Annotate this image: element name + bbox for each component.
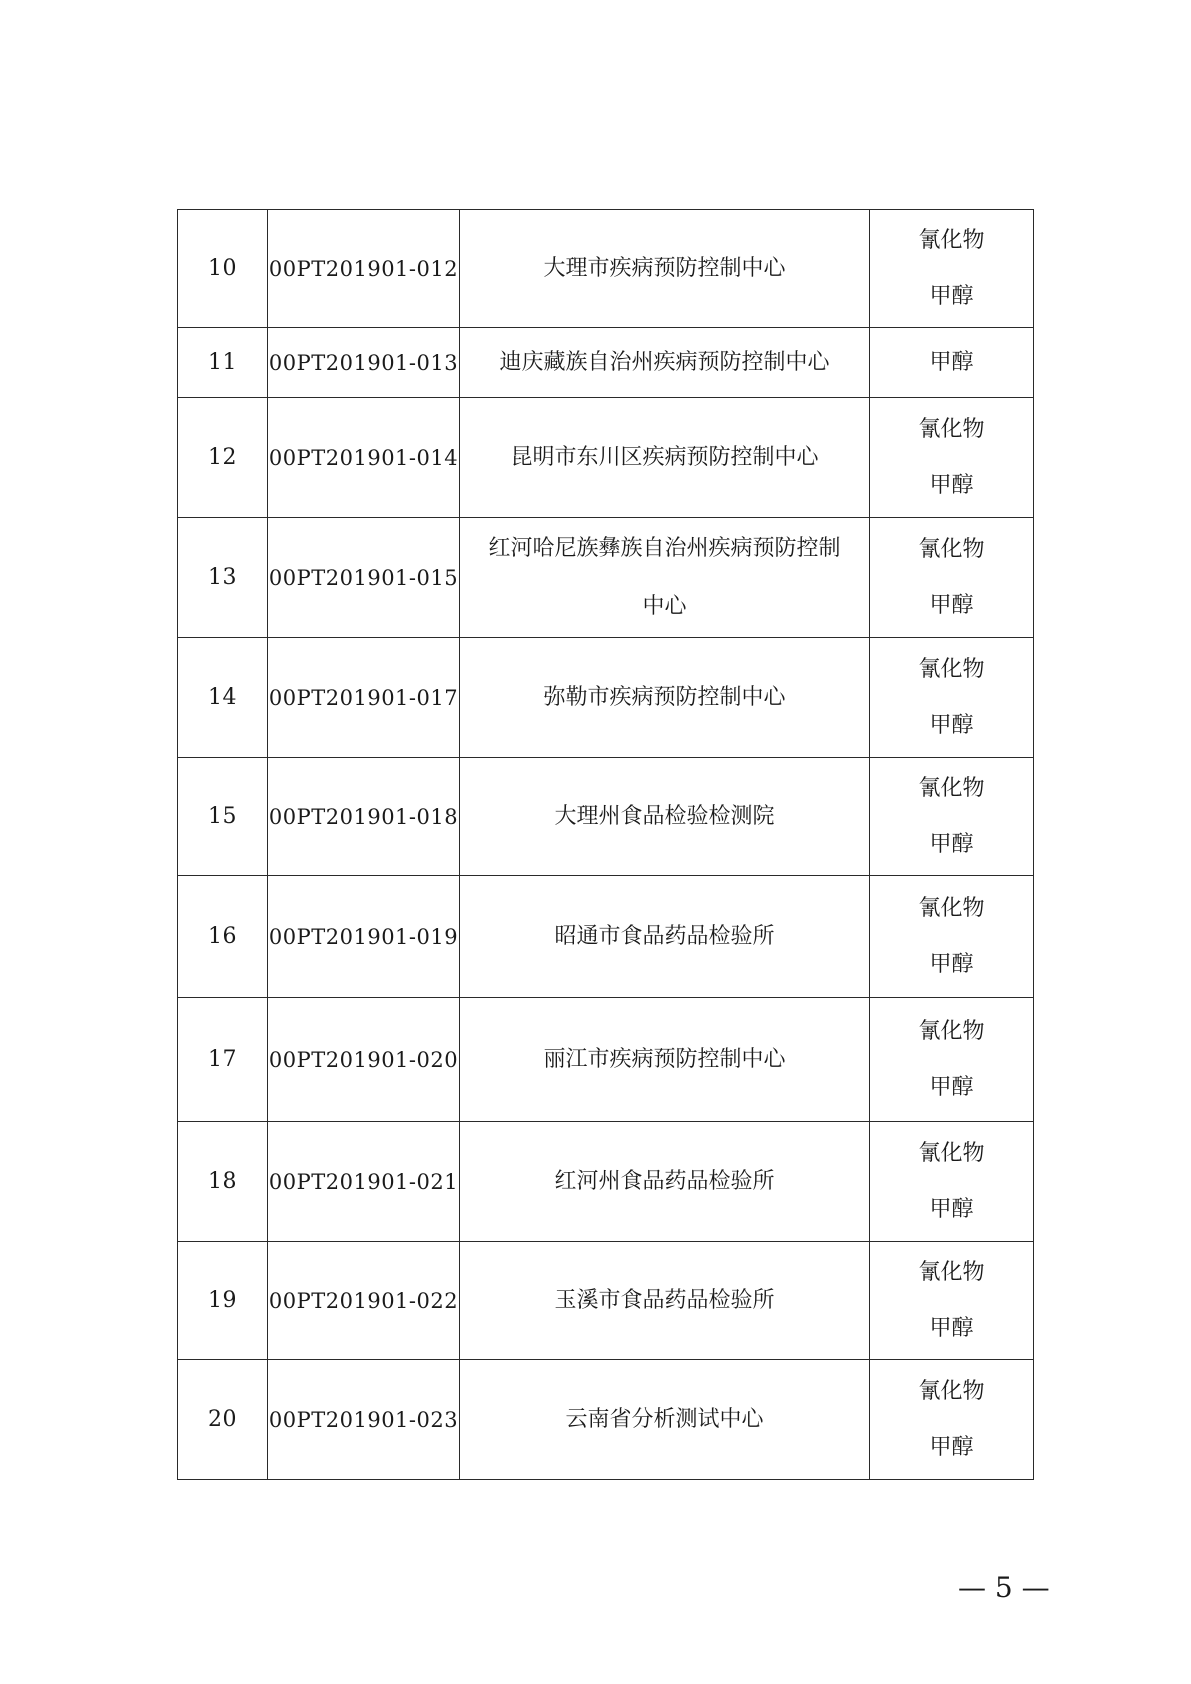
test-items — [870, 758, 1034, 876]
test-item: 氰化物 — [918, 1018, 985, 1044]
organization-name-line: 丽江市疾病预防控制中心 — [543, 1046, 786, 1072]
test-item: 甲醇 — [929, 1196, 974, 1222]
test-item: 甲醇 — [929, 1315, 974, 1341]
organization-name — [460, 210, 870, 328]
sample-code: 00PT201901-012 — [268, 210, 460, 328]
organization-name — [460, 398, 870, 518]
sample-code: 00PT201901-019 — [268, 876, 460, 998]
table-row — [178, 398, 1034, 518]
row-number: 12 — [178, 398, 268, 518]
organization-name-line: 中心 — [642, 593, 687, 619]
test-item: 氰化物 — [918, 656, 985, 682]
test-item: 甲醇 — [929, 283, 974, 309]
sample-code: 00PT201901-022 — [268, 1242, 460, 1360]
organization-name — [460, 1242, 870, 1360]
test-items — [870, 210, 1034, 328]
table-row — [178, 998, 1034, 1122]
test-items — [870, 328, 1034, 398]
test-item: 氰化物 — [918, 775, 985, 801]
table-row — [178, 518, 1034, 638]
row-number: 11 — [178, 328, 268, 398]
table-row — [178, 1360, 1034, 1480]
test-item: 氰化物 — [918, 416, 985, 442]
table-row — [178, 638, 1034, 758]
table-body — [178, 210, 1034, 1480]
organization-name — [460, 1122, 870, 1242]
organization-name-line: 昭通市食品药品检验所 — [554, 923, 775, 949]
organization-name-line: 大理州食品检验检测院 — [554, 803, 775, 829]
row-number: 14 — [178, 638, 268, 758]
row-number: 20 — [178, 1360, 268, 1480]
test-item: 氰化物 — [918, 536, 985, 562]
test-item: 氰化物 — [918, 1259, 985, 1285]
organization-name-line: 昆明市东川区疾病预防控制中心 — [510, 444, 819, 470]
test-item: 氰化物 — [918, 895, 985, 921]
table-row — [178, 328, 1034, 398]
organization-name — [460, 998, 870, 1122]
row-number: 13 — [178, 518, 268, 638]
test-items — [870, 998, 1034, 1122]
test-items — [870, 1360, 1034, 1480]
sample-code: 00PT201901-020 — [268, 998, 460, 1122]
test-item: 氰化物 — [918, 1378, 985, 1404]
table-row — [178, 758, 1034, 876]
organization-name-line: 玉溪市食品药品检验所 — [554, 1287, 775, 1313]
table-row — [178, 1242, 1034, 1360]
sample-code: 00PT201901-021 — [268, 1122, 460, 1242]
test-item: 甲醇 — [929, 951, 974, 977]
sample-code: 00PT201901-017 — [268, 638, 460, 758]
test-item: 甲醇 — [929, 712, 974, 738]
test-item: 甲醇 — [929, 1434, 974, 1460]
row-number: 15 — [178, 758, 268, 876]
row-number: 16 — [178, 876, 268, 998]
test-items — [870, 638, 1034, 758]
organization-name — [460, 1360, 870, 1480]
organization-name — [460, 876, 870, 998]
results-table — [177, 209, 1034, 1480]
test-item: 甲醇 — [929, 349, 974, 375]
test-items — [870, 1122, 1034, 1242]
test-item: 甲醇 — [929, 592, 974, 618]
organization-name-line: 大理市疾病预防控制中心 — [543, 255, 786, 281]
table-row — [178, 210, 1034, 328]
row-number: 18 — [178, 1122, 268, 1242]
sample-code: 00PT201901-015 — [268, 518, 460, 638]
test-item: 氰化物 — [918, 227, 985, 253]
organization-name — [460, 638, 870, 758]
sample-code: 00PT201901-023 — [268, 1360, 460, 1480]
organization-name — [460, 758, 870, 876]
organization-name-line: 云南省分析测试中心 — [565, 1406, 764, 1432]
organization-name-line: 迪庆藏族自治州疾病预防控制中心 — [499, 349, 830, 375]
test-items — [870, 1242, 1034, 1360]
page-number: — 5 — — [958, 1571, 1050, 1604]
table-row — [178, 876, 1034, 998]
test-items — [870, 518, 1034, 638]
test-items — [870, 876, 1034, 998]
organization-name — [460, 328, 870, 398]
row-number: 19 — [178, 1242, 268, 1360]
row-number: 17 — [178, 998, 268, 1122]
organization-name-line: 红河州食品药品检验所 — [554, 1168, 775, 1194]
sample-code: 00PT201901-018 — [268, 758, 460, 876]
row-number: 10 — [178, 210, 268, 328]
sample-code: 00PT201901-013 — [268, 328, 460, 398]
table-row — [178, 1122, 1034, 1242]
test-items — [870, 398, 1034, 518]
sample-code: 00PT201901-014 — [268, 398, 460, 518]
test-item: 氰化物 — [918, 1140, 985, 1166]
test-item: 甲醇 — [929, 472, 974, 498]
test-item: 甲醇 — [929, 1074, 974, 1100]
organization-name-line: 红河哈尼族彝族自治州疾病预防控制 — [488, 535, 841, 561]
organization-name — [460, 518, 870, 638]
test-item: 甲醇 — [929, 831, 974, 857]
organization-name-line: 弥勒市疾病预防控制中心 — [543, 684, 786, 710]
